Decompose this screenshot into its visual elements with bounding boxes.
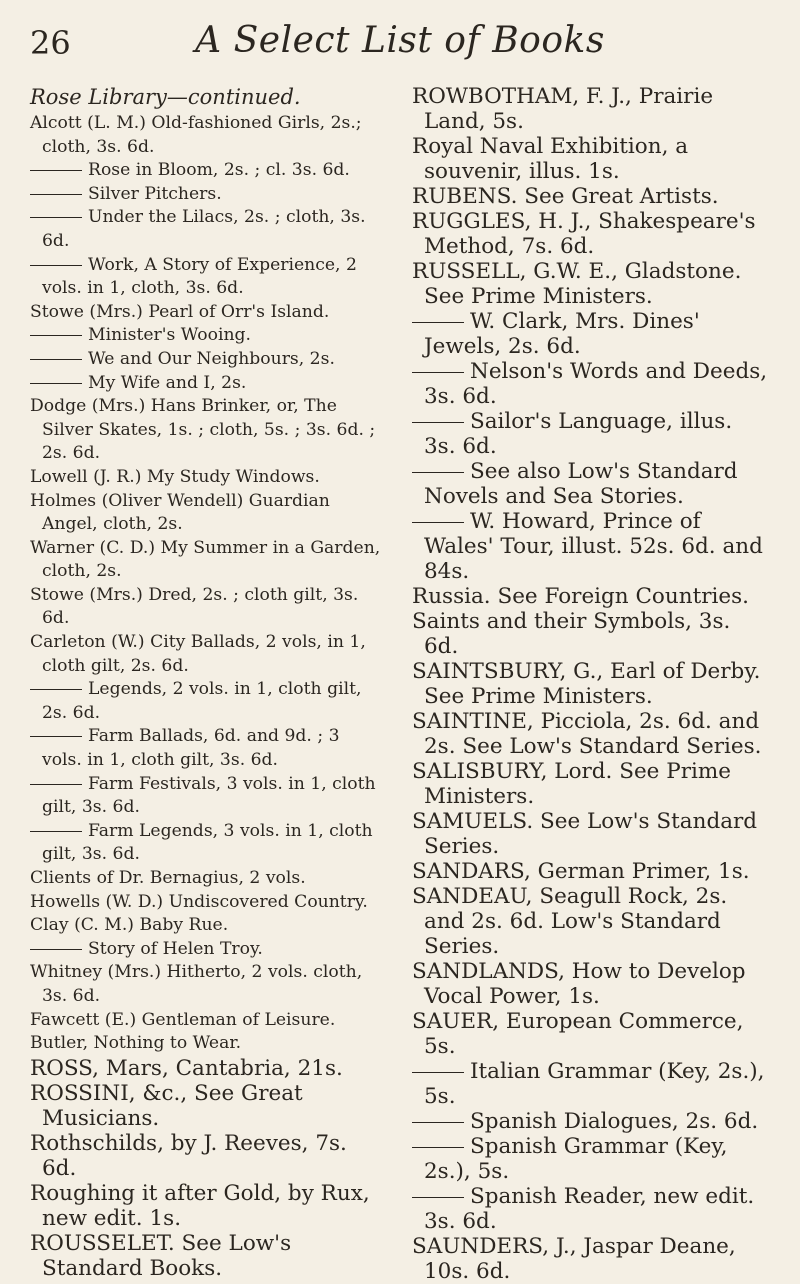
- list-item: SALISBURY, Lord. See Prime Ministers.: [412, 759, 731, 809]
- list-item: Carleton (W.) City Ballads, 2 vols, in 1, cloth gilt, 2s. 6d.: [30, 632, 366, 676]
- running-title: A Select List of Books: [195, 20, 605, 61]
- list-item: SAINTINE, Picciola, 2s. 6d. and 2s. See Low's Standard Series.: [412, 709, 762, 759]
- list-item: Clients of Dr. Bernagius, 2 vols.: [30, 868, 306, 888]
- list-item: W. Clark, Mrs. Dines' Jewels, 2s. 6d.: [412, 309, 770, 359]
- ditto-dash: [30, 949, 82, 950]
- list-item: Minister's Wooing.: [30, 324, 382, 348]
- list-item: W. Howard, Prince of Wales' Tour, illust. 52s. 6d. and 84s.: [412, 509, 770, 584]
- ditto-dash: [30, 383, 82, 384]
- ditto-dash: [30, 359, 82, 360]
- list-item: My Wife and I, 2s.: [30, 372, 382, 396]
- ditto-dash: [30, 831, 82, 832]
- list-item: Story of Helen Troy.: [30, 938, 382, 962]
- ditto-dash: [412, 1072, 464, 1073]
- list-item: Russia. See Foreign Countries.: [412, 584, 749, 609]
- list-item: Lowell (J. R.) My Study Windows.: [30, 466, 320, 487]
- list-item: Howells (W. D.) Undiscovered Country.: [30, 891, 368, 912]
- ditto-dash: [412, 472, 464, 473]
- list-item: SAUNDERS, J., Jaspar Deane, 10s. 6d.: [412, 1234, 736, 1284]
- list-item: Alcott (L. M.) Old-fashioned Girls, 2s.; cloth, 3s. 6d.: [30, 113, 362, 157]
- ditto-dash: [412, 422, 464, 423]
- list-item: Fawcett (E.) Gentleman of Leisure.: [30, 1009, 336, 1030]
- list-item: Rothschilds, by J. Reeves, 7s. 6d.: [30, 1130, 347, 1181]
- list-item: SANDLANDS, How to Develop Vocal Power, 1s.: [412, 959, 746, 1009]
- ditto-dash: [30, 784, 82, 785]
- list-item: Saints and their Symbols, 3s. 6d.: [412, 609, 731, 659]
- ditto-dash: [412, 372, 464, 373]
- list-item: Warner (C. D.) My Summer in a Garden, cloth, 2s.: [30, 537, 381, 582]
- ditto-dash: [30, 170, 82, 171]
- list-item: We and Our Neighbours, 2s.: [30, 348, 382, 372]
- list-item: Rose in Bloom, 2s. ; cl. 3s. 6d.: [30, 159, 382, 183]
- page-number: 26: [30, 24, 71, 62]
- ditto-dash: [412, 522, 464, 523]
- list-item: Stowe (Mrs.) Dred, 2s. ; cloth gilt, 3s. 6d.: [30, 584, 359, 629]
- list-item: Whitney (Mrs.) Hitherto, 2 vols. cloth, 3s. 6d.: [30, 962, 363, 1006]
- list-item: Nelson's Words and Deeds, 3s. 6d.: [412, 359, 770, 409]
- ditto-dash: [412, 322, 464, 323]
- list-item: RUBENS. See Great Artists.: [412, 184, 719, 209]
- list-item: RUSSELL, G.W. E., Gladstone. See Prime Ministers.: [412, 259, 742, 309]
- ditto-dash: [30, 265, 82, 266]
- list-item: Clay (C. M.) Baby Rue.: [30, 915, 229, 936]
- list-item: Silver Pitchers.: [30, 183, 382, 207]
- list-item: Spanish Grammar (Key, 2s.), 5s.: [412, 1134, 770, 1184]
- list-item: Roughing it after Gold, by Rux, new edit. 1s.: [30, 1180, 370, 1231]
- list-item: ROSSINI, &c., See Great Musicians.: [30, 1080, 303, 1131]
- ditto-dash: [412, 1197, 464, 1198]
- list-item: Holmes (Oliver Wendell) Guardian Angel, cloth, 2s.: [30, 490, 330, 535]
- left-column: [30, 84, 382, 1281]
- list-item: Stowe (Mrs.) Pearl of Orr's Island.: [30, 301, 330, 322]
- ditto-dash: [30, 217, 82, 218]
- list-item: Spanish Dialogues, 2s. 6d.: [412, 1109, 770, 1134]
- list-item: Italian Grammar (Key, 2s.), 5s.: [412, 1059, 770, 1109]
- list-item: SAUER, European Commerce, 5s.: [412, 1009, 744, 1059]
- list-item: Sailor's Language, illus. 3s. 6d.: [412, 409, 770, 459]
- list-item: RUGGLES, H. J., Shakespeare's Method, 7s. 6d.: [412, 209, 756, 259]
- list-item: ROSS, Mars, Cantabria, 21s.: [30, 1055, 343, 1081]
- section-heading: Rose Library—continued.: [30, 85, 301, 109]
- list-item: Farm Legends, 3 vols. in 1, cloth gilt, 3s. 6d.: [30, 820, 382, 867]
- list-item: ROWBOTHAM, F. J., Prairie Land, 5s.: [412, 84, 714, 134]
- list-item: Work, A Story of Experience, 2 vols. in 1, cloth, 3s. 6d.: [30, 254, 382, 301]
- list-item: Dodge (Mrs.) Hans Brinker, or, The Silver Skates, 1s. ; cloth, 5s. ; 3s. 6d. ; 2s. 6d.: [30, 396, 376, 464]
- list-item: SANDEAU, Seagull Rock, 2s. and 2s. 6d. Low's Standard Series.: [412, 884, 728, 959]
- ditto-dash: [30, 335, 82, 336]
- ditto-dash: [30, 689, 82, 690]
- list-item: Legends, 2 vols. in 1, cloth gilt, 2s. 6d.: [30, 678, 382, 725]
- list-item: Butler, Nothing to Wear.: [30, 1033, 242, 1054]
- list-item: SANDARS, German Primer, 1s.: [412, 859, 750, 884]
- list-item: Farm Ballads, 6d. and 9d. ; 3 vols. in 1, cloth gilt, 3s. 6d.: [30, 725, 382, 772]
- right-column: [412, 84, 770, 1284]
- ditto-dash: [412, 1122, 464, 1123]
- list-item: ROUSSELET. See Low's Standard Books.: [30, 1230, 292, 1281]
- list-item: Under the Lilacs, 2s. ; cloth, 3s. 6d.: [30, 206, 382, 253]
- list-item: SAINTSBURY, G., Earl of Derby. See Prime Ministers.: [412, 659, 761, 709]
- ditto-dash: [30, 736, 82, 737]
- list-item: SAMUELS. See Low's Standard Series.: [412, 809, 758, 859]
- ditto-dash: [412, 1147, 464, 1148]
- ditto-dash: [30, 194, 82, 195]
- list-item: See also Low's Standard Novels and Sea Stories.: [412, 459, 770, 509]
- list-item: Royal Naval Exhibition, a souvenir, illus. 1s.: [412, 134, 689, 184]
- list-item: Spanish Reader, new edit. 3s. 6d.: [412, 1184, 770, 1234]
- list-item: Farm Festivals, 3 vols. in 1, cloth gilt, 3s. 6d.: [30, 773, 382, 820]
- page-header: [30, 20, 770, 66]
